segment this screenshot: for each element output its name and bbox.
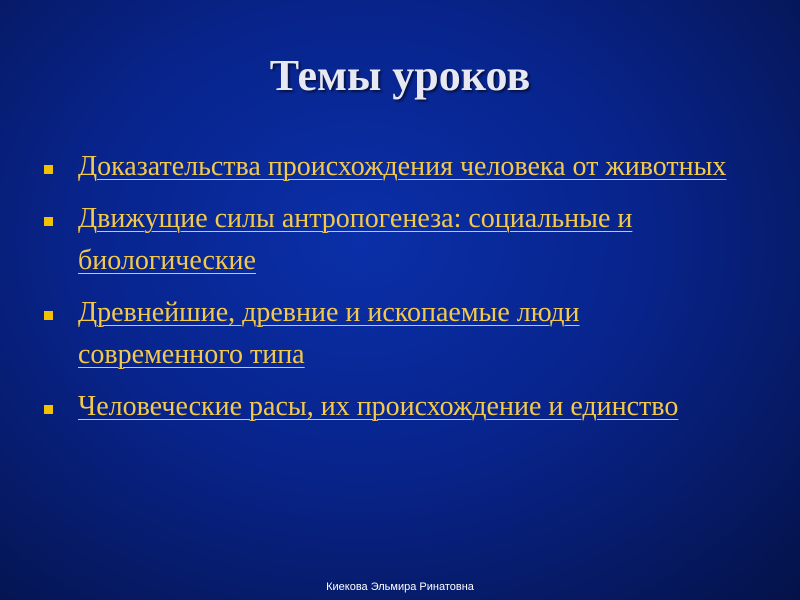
topic-link-evidence-origin[interactable]: Доказательства происхождения человека от животных	[78, 151, 727, 182]
list-item	[42, 146, 742, 188]
topic-link-driving-forces[interactable]: Движущие силы антропогенеза: социальные и биологические	[78, 203, 633, 276]
author-footer: Киекова Эльмира Ринатовна	[326, 581, 474, 593]
topic-link-ancient-people[interactable]: Древнейшие, древние и ископаемые люди современного типа	[78, 297, 580, 370]
square-bullet-icon	[44, 405, 53, 414]
list-item	[42, 386, 742, 428]
slide-title: Темы уроков	[269, 51, 531, 100]
square-bullet-icon	[44, 217, 53, 226]
list-item	[42, 292, 742, 376]
topic-list	[42, 146, 742, 438]
square-bullet-icon	[44, 311, 53, 320]
square-bullet-icon	[44, 165, 53, 174]
topic-link-human-races[interactable]: Человеческие расы, их происхождение и единство	[78, 391, 679, 422]
list-item	[42, 198, 742, 282]
